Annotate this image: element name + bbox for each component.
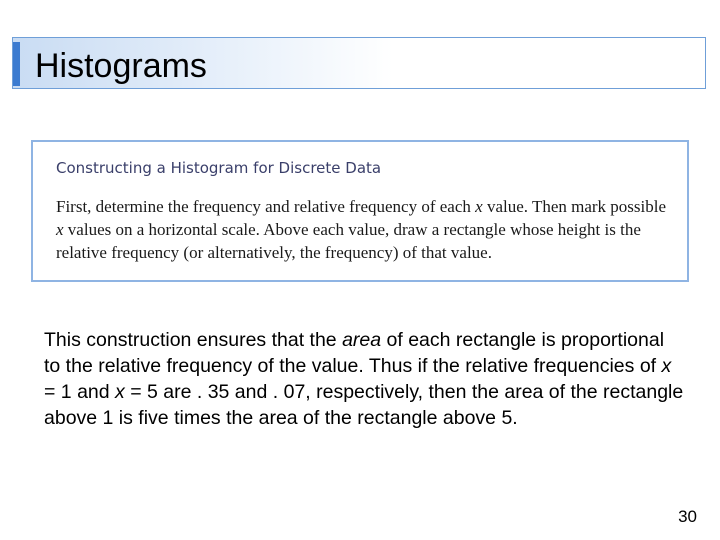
text-run: First, determine the frequency and relative frequency of each xyxy=(56,197,476,216)
slide-title: Histograms xyxy=(35,47,207,85)
text-run: This construction ensures that the xyxy=(44,329,343,351)
italic-text-run: x xyxy=(56,220,64,239)
italic-text-run: area xyxy=(342,329,382,351)
title-banner xyxy=(12,37,706,89)
italic-text-run: x xyxy=(661,355,672,377)
explanation-paragraph xyxy=(44,327,684,431)
text-run: = 1 and xyxy=(44,381,116,403)
text-run: values on a horizontal scale. Above each value, draw a rectangle whose height is the relative frequency (or alternatively, the frequency) of that value. xyxy=(56,220,641,262)
definition-heading: Constructing a Histogram for Discrete Data xyxy=(56,159,382,177)
text-run: value. Then mark possible xyxy=(482,197,667,216)
italic-text-run: x xyxy=(115,381,125,403)
definition-body xyxy=(56,195,676,264)
title-accent-bar xyxy=(13,42,20,86)
page-number: 30 xyxy=(678,507,697,526)
text-run: of each rectangle is proportional to the relative frequency of the value. Thus if the relative frequencies of xyxy=(44,329,665,377)
italic-text-run: x xyxy=(475,197,483,216)
definition-box xyxy=(31,140,689,282)
text-run: = 5 are . 35 and . 07, respectively, then the area of the rectangle above 1 is five times the area of the rectangle above 5. xyxy=(44,381,684,429)
